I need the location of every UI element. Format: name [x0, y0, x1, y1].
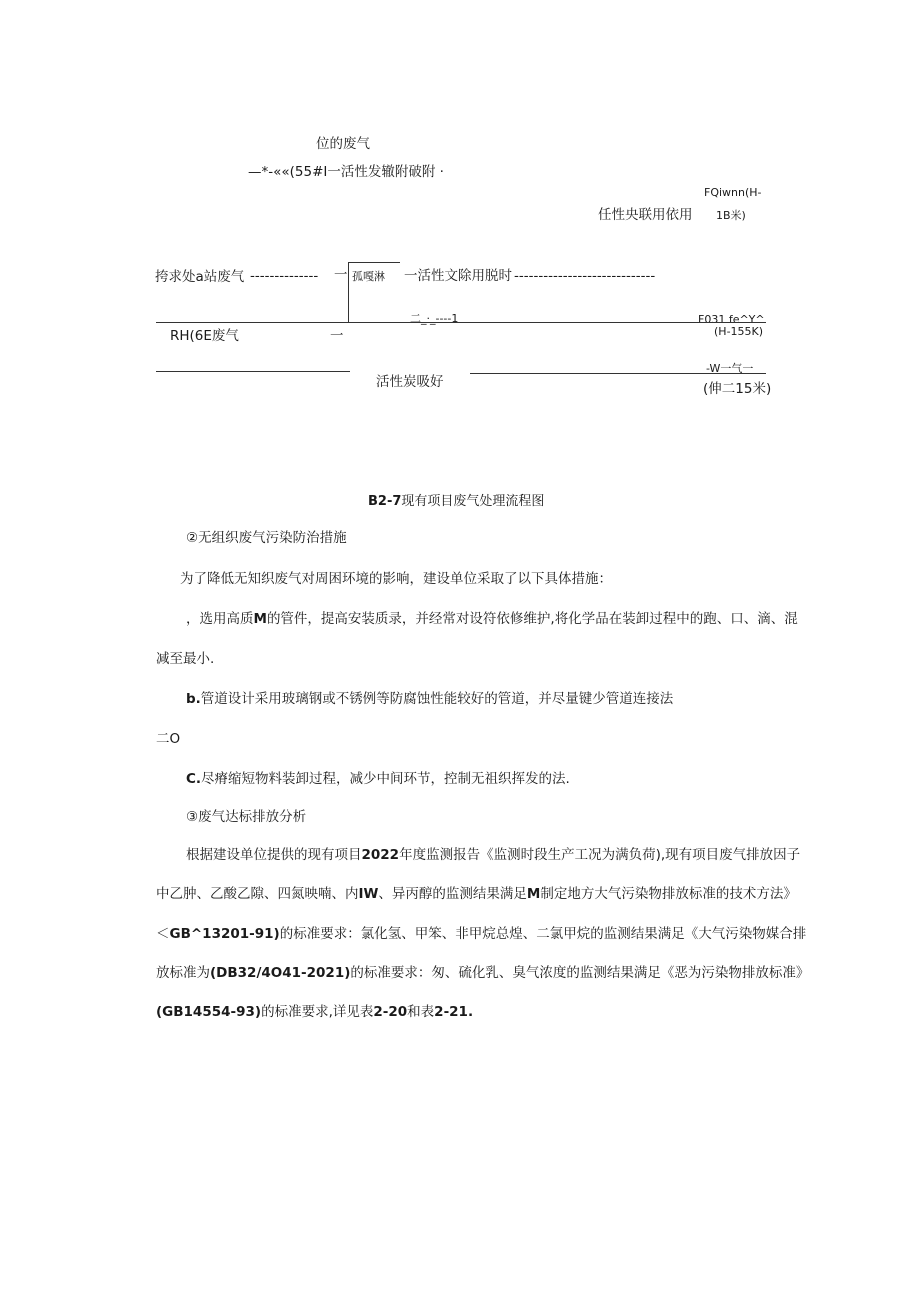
section-heading-2: ②无组织废气污染防治措施	[186, 530, 347, 546]
paragraph-item-a	[186, 610, 798, 628]
caption-number: B2-7	[368, 494, 402, 509]
diagram-long-line-1	[156, 322, 766, 323]
paragraph-analysis-3	[156, 925, 806, 943]
analysis-1-text-1: 根据建设单位提供的现有项目	[186, 847, 362, 863]
paragraph-analysis-4	[156, 964, 809, 982]
diagram-label-left-2: RH(6E废气	[170, 328, 239, 344]
diagram-label-right-4: F031 fe^Y^	[698, 313, 765, 326]
section-heading-3: ③废气达标排放分析	[186, 809, 307, 825]
box-top-edge	[348, 262, 400, 263]
diagram-label-top: 位的废气	[316, 136, 370, 152]
analysis-2-text-1: 中乙肿、乙酸乙隙、四氮映喃、内	[156, 886, 359, 902]
paragraph-item-a-cont: 减至最小.	[156, 651, 215, 667]
diagram-label-right-3: 1B米)	[716, 209, 746, 222]
paragraph-item-c	[186, 770, 570, 788]
analysis-5-text-1: 的标准要求,详见表	[261, 1004, 374, 1020]
diagram-dash-mid-2: 一	[330, 328, 344, 344]
paragraph-item-b-cont: 二O	[156, 731, 181, 747]
analysis-2-text-2: 、异丙醇的监测结果满足	[378, 886, 527, 902]
item-a-text-2: 的管件，提高安装质录，并经常对设符依修维护,将化学品在装卸过程中的跑、口、滴、混	[266, 611, 798, 627]
analysis-4-code: (DB32/4O41-2021)	[210, 965, 351, 981]
diagram-label-right-2: 任性央联用依用	[598, 207, 693, 223]
paragraph-item-b	[186, 690, 673, 708]
analysis-2-bold-2: M	[526, 886, 541, 902]
item-c-text: 尽瘠缩短物料装卸过程，减少中间环节，控制无祖织挥发的法.	[201, 771, 570, 787]
item-a-text-1: ，选用高质	[186, 611, 254, 627]
analysis-1-year: 2022	[361, 847, 400, 863]
analysis-5-table-2: 2-21.	[434, 1004, 474, 1020]
analysis-4-text-2: 的标准要求：匆、硫化乳、臭气浓度的监测结果满足《恶为污染物排放标准》	[350, 965, 810, 981]
analysis-5-table-1: 2-20	[373, 1004, 408, 1020]
diagram-middle-label: 一活性文除用脱时	[404, 268, 512, 284]
diagram-label-right-1: FQiwnn(H-	[704, 186, 762, 199]
analysis-2-bold-1: IW	[358, 886, 379, 902]
item-b-marker: b.	[186, 691, 201, 707]
analysis-3-code: GB^13201-91)	[169, 926, 280, 942]
diagram-label-right-7: (伸二15米)	[703, 381, 772, 397]
diagram-bottom-label: 活性炭吸好	[376, 374, 444, 390]
diagram-line-top: —*-««(55#I一活性发辙附破附 ·	[248, 164, 444, 180]
diagram-dash-mid: 一	[334, 267, 348, 283]
paragraph-intro: 为了降低无知织废气对周困环境的影响，建设单位采取了以下具体措施：	[180, 571, 612, 587]
analysis-4-text-1: 放标准为	[156, 965, 210, 981]
paragraph-analysis-1	[186, 846, 800, 864]
figure-caption	[368, 490, 544, 509]
diagram-label-right-5: (H-155K)	[714, 325, 764, 338]
analysis-5-code: (GB14554-93)	[156, 1004, 262, 1020]
diagram-label-left-1: 挎求处a站废气	[155, 269, 245, 285]
analysis-1-text-2: 年度监测报告《监测时段生产工况为满负荷),现有项目废气排放因子	[399, 847, 801, 863]
diagram-dash-left-1: --------------	[250, 268, 319, 284]
diagram-label-right-6: -W一气一	[706, 362, 754, 375]
box-left-edge	[348, 262, 349, 322]
diagram-dash-right-1: -----------------------------	[514, 268, 656, 284]
item-b-text: 管道设计采用玻璃钢或不锈例等防腐蚀性能较好的管道，并尽量键少管道连接法	[200, 691, 674, 707]
item-c-marker: C.	[186, 771, 202, 787]
diagram-small-dash: 二_·_----1	[410, 312, 459, 325]
caption-text: 现有项目废气处理流程图	[401, 494, 545, 509]
paragraph-analysis-5	[156, 1003, 473, 1021]
item-a-bold: M	[253, 611, 267, 627]
analysis-3-text-2: 的标准要求：氯化氢、甲笨、非甲烷总煌、二氯甲烷的监测结果满足《大气污染物媒合排	[279, 926, 807, 942]
analysis-3-text-1: ＜	[156, 926, 170, 942]
diagram-bottom-line-right	[470, 373, 766, 374]
diagram-bottom-line-left	[156, 371, 350, 372]
diagram-box-label: 孤嘎淋	[352, 270, 385, 283]
paragraph-analysis-2	[156, 885, 797, 903]
analysis-2-text-3: 制定地方大气污染物排放标准的技术方法》	[540, 886, 797, 902]
analysis-5-text-2: 和表	[407, 1004, 435, 1020]
